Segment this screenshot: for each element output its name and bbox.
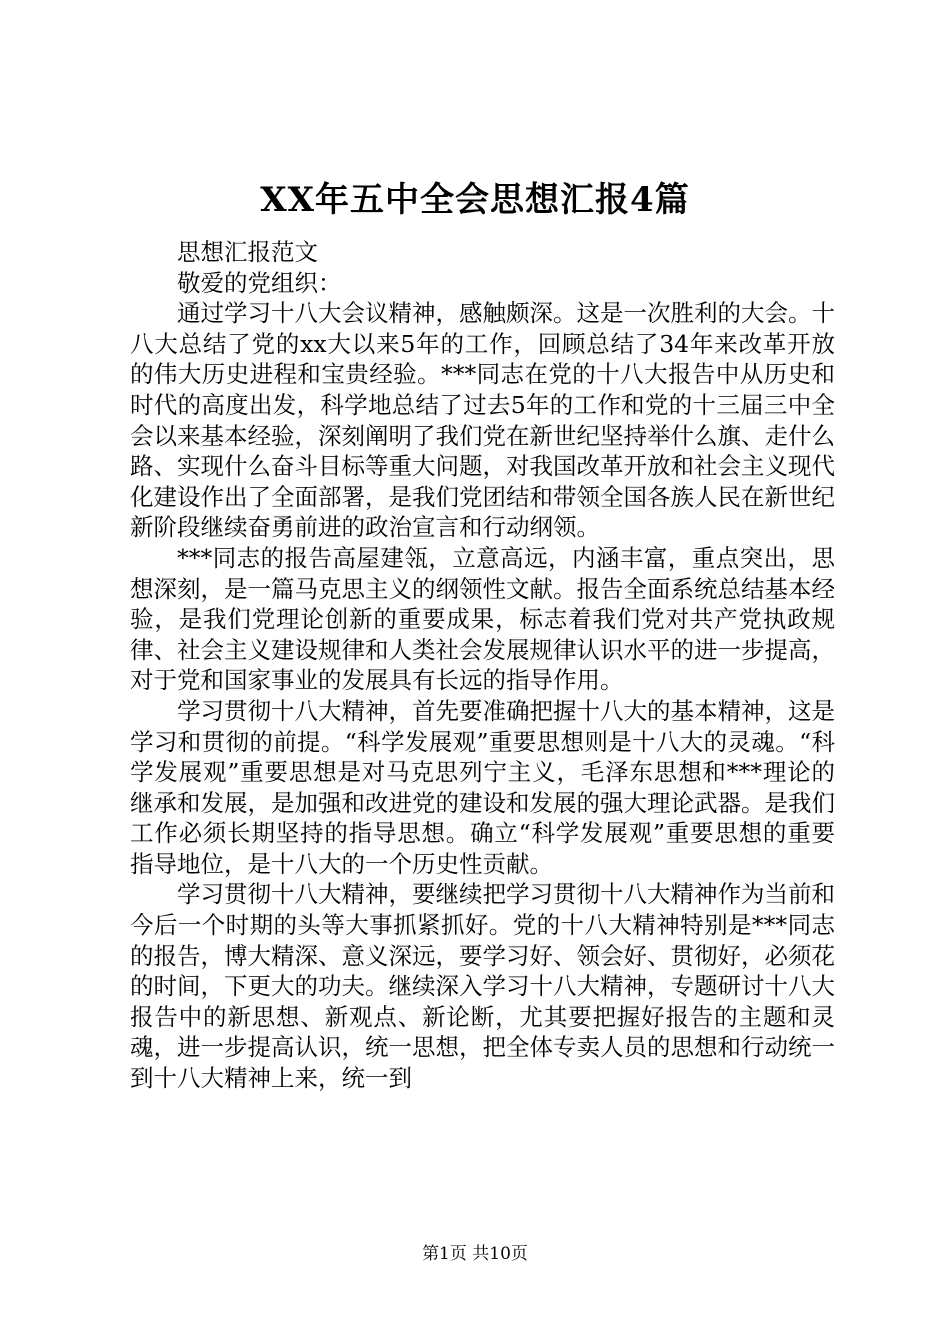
page-number-footer: 第1页 共10页 (422, 1244, 528, 1264)
paragraph-body-1: 通过学习十八大会议精神，感触颇深。这是一次胜利的大会。十八大总结了党的xx大以来5年的工作，回顾总结了34年来改革开放的伟大历史进程和宝贵经验。***同志在党的十八大报告中从历史和时代的高度出发，科学地总结了过去5年的工作和党的十三届三中全会以来基本经验，深刻阐明了我们党在新世纪坚持举什么旗、走什么路、实现什么奋斗目标等重大问题，对我国改革开放和社会主义现代化建设作出了全面部署，是我们党团结和带领全国各族人民在新世纪新阶段继续奋勇前进的政治宣言和行动纲领。 (130, 299, 835, 542)
paragraph-body-3: 学习贯彻十八大精神，首先要准确把握十八大的基本精神，这是学习和贯彻的前提。“科学发展观”重要思想则是十八大的灵魂。“科学发展观”重要思想是对马克思列宁主义，毛泽东思想和***理论的继承和发展，是加强和改进党的建设和发展的强大理论武器。是我们工作必须长期坚持的指导思想。确立“科学发展观”重要思想的重要指导地位，是十八大的一个历史性贡献。 (130, 696, 835, 878)
paragraph-salutation: 敬爱的党组织： (177, 268, 342, 297)
document-title: XX年五中全会思想汇报4篇 (260, 180, 690, 220)
paragraph-subtitle: 思想汇报范文 (177, 238, 318, 266)
paragraph-body-4: 学习贯彻十八大精神，要继续把学习贯彻十八大精神作为当前和今后一个时期的头等大事抓紧抓好。党的十八大精神特别是***同志的报告，博大精深、意义深远，要学习好、领会好、贯彻好，必须花的时间，下更大的功夫。继续深入学习十八大精神，专题研讨十八大报告中的新思想、新观点、新论断，尤其要把握好报告的主题和灵魂，进一步提高认识，统一思想，把全体专卖人员的思想和行动统一到十八大精神上来，统一到 (130, 880, 835, 1093)
document-body (130, 237, 835, 1094)
paragraph-body-2: ***同志的报告高屋建瓴，立意高远，内涵丰富，重点突出，思想深刻，是一篇马克思主义的纲领性文献。报告全面系统总结基本经验，是我们党理论创新的重要成果，标志着我们党对共产党执政规律、社会主义建设规律和人类社会发展规律认识水平的进一步提高，对于党和国家事业的发展具有长远的指导作用。 (130, 543, 835, 695)
